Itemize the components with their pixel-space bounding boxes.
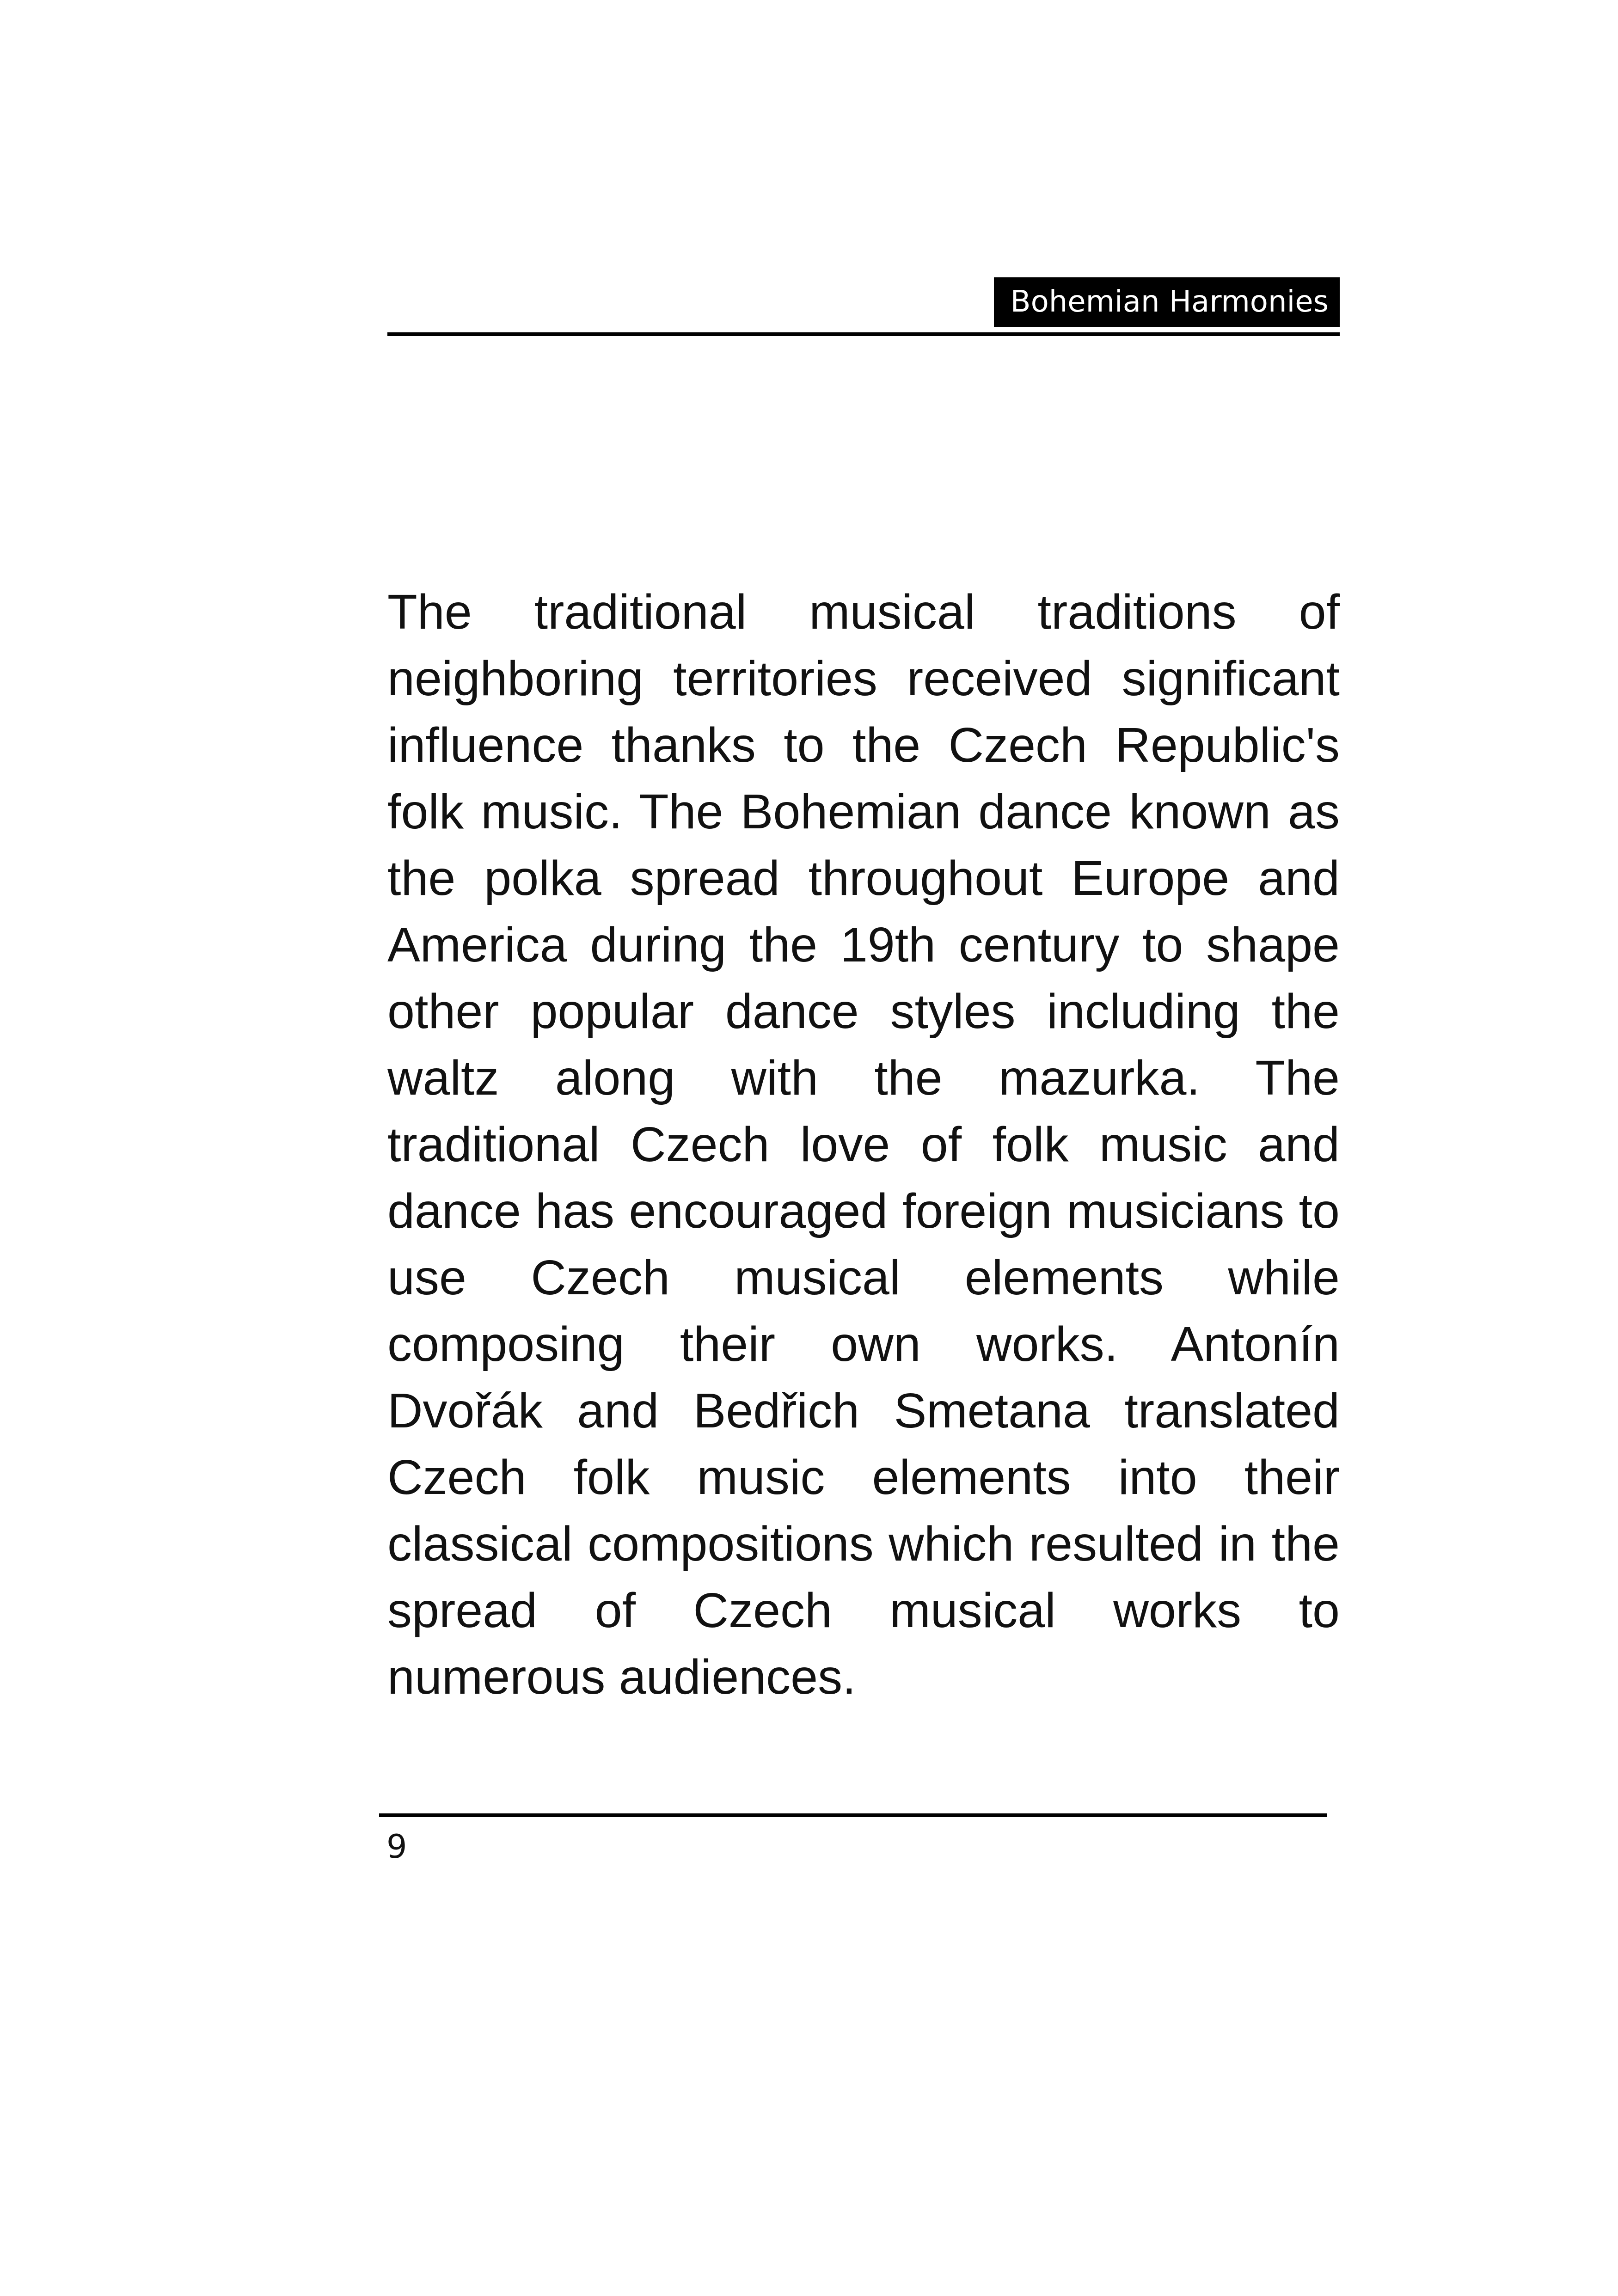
page-number: 9 xyxy=(386,1828,407,1866)
footer-rule xyxy=(379,1813,1327,1817)
running-title: Bohemian Harmonies xyxy=(994,277,1340,327)
body-paragraph: The traditional musical traditions of neighboring territories received significant influence thanks to the Czech Republic's folk music. The Bohemian dance known as the polka spread throughout Europe and America during the 19th century to shape other popular dance styles including the waltz along with the mazurka. The traditional Czech love of folk music and dance has encouraged foreign musicians to use Czech musical elements while composing their own works. Antonín Dvořák and Bedřich Smetana translated Czech folk music elements into their classical compositions which resulted in the spread of Czech musical works to numerous audiences. xyxy=(387,585,1340,1704)
header-rule xyxy=(387,332,1340,336)
running-header xyxy=(387,277,1340,337)
